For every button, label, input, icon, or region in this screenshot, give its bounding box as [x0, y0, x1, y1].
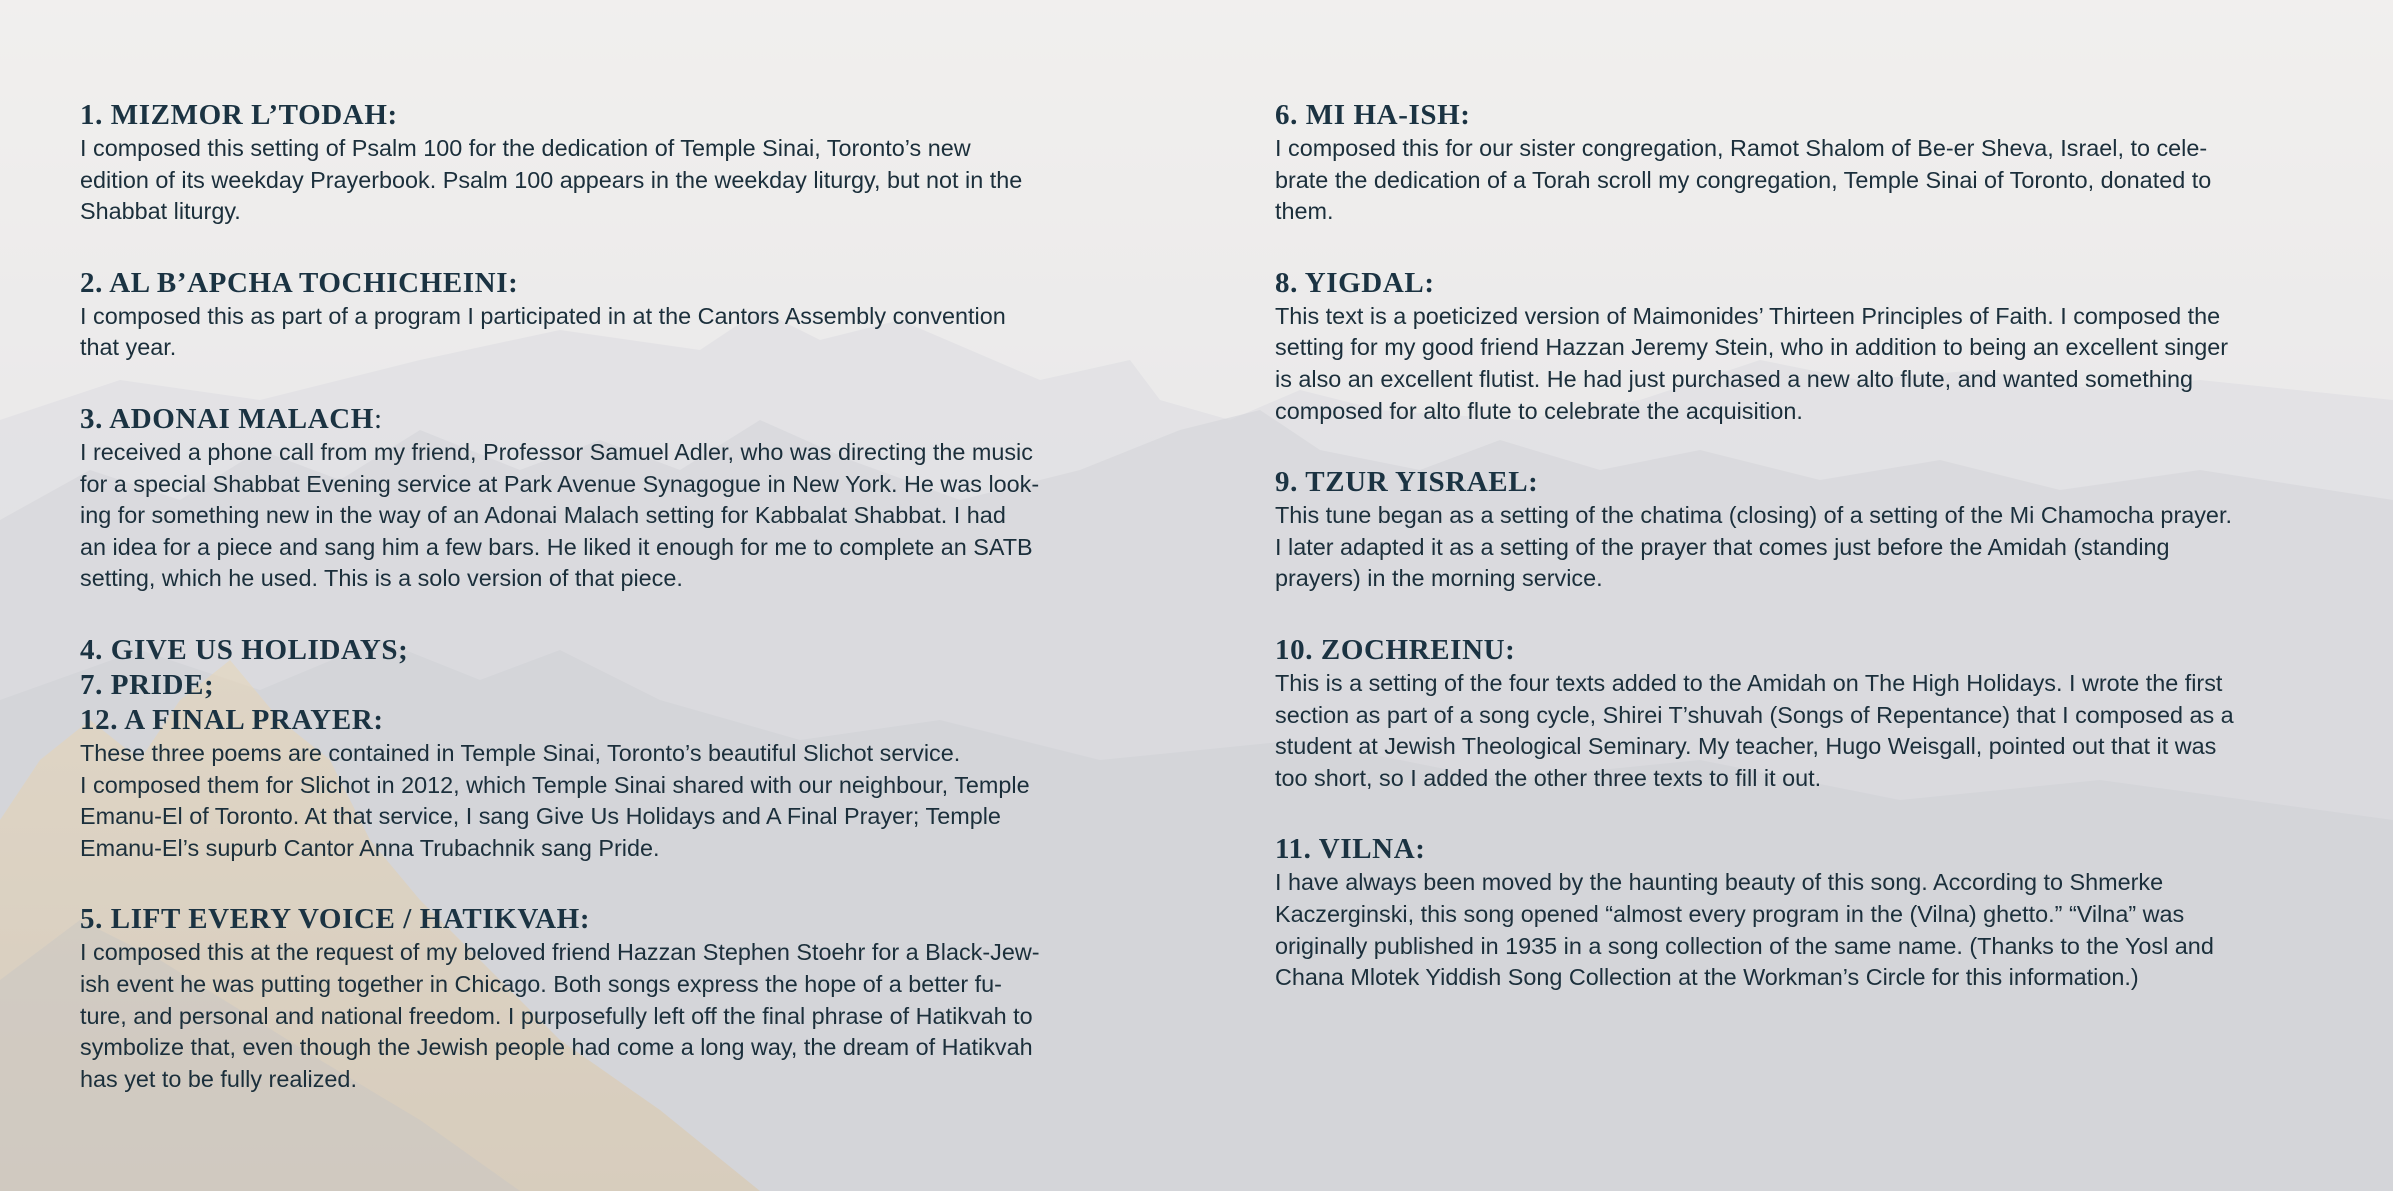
note-mi-ha-ish [1275, 98, 2315, 228]
section-text: This text is a poeticized version of Maimonides’ Thirteen Principles of Faith. I composed the setting for my good friend Hazzan Jeremy Stein, who in addition to being an excellent singer is also an excellent flutist. He had just purchased a new alto flute, and wanted something composed for alto flute to celebrate the acquisition. [1275, 302, 2229, 424]
note-vilna [1275, 832, 2315, 993]
section-heading: 11. VILNA: [1275, 833, 1426, 866]
note-al-bapcha-tochicheini [80, 266, 1100, 364]
section-text: I have always been moved by the haunting beauty of this song. According to Shmerke Kaczerginski, this song opened “almost every program in the (Vilna) ghetto.” “Vilna” was originally published in 1935 in a song collection of the same name. (Thanks to the Yosl and Chana Mlotek Yiddish Song Collection at the Workman’s Circle for this information.) [1275, 869, 2214, 991]
right-column [1275, 98, 2315, 1032]
section-heading: 6. MI HA-ISH: [1275, 99, 1471, 131]
section-heading: 4. GIVE US HOLIDAYS; 7. PRIDE; 12. A FINAL PRAYER: [80, 633, 409, 736]
note-adonai-malach [80, 402, 1100, 595]
section-heading: 5. LIFT EVERY VOICE / HATIKVAH: [80, 903, 591, 936]
section-text: I composed this as part of a program I participated in at the Cantors Assembly convention that year. [80, 302, 1006, 361]
section-heading: 8. YIGDAL: [1275, 266, 1435, 299]
section-heading: 2. AL B’APCHA TOCHICHEINI: [80, 266, 519, 299]
section-heading: 9. TZUR YISRAEL: [1275, 466, 1539, 499]
section-heading: 1. MIZMOR L’TODAH: [80, 99, 398, 131]
note-zochreinu [1275, 633, 2315, 794]
left-column [80, 98, 1100, 1133]
note-slichot-poems [80, 633, 1100, 864]
section-text: This is a setting of the four texts added to the Amidah on The High Holidays. I wrote the first section as part of a song cycle, Shirei T’shuvah (Songs of Repentance) that I composed as a student at Jewish Theological Seminary. My teacher, Hugo Weisgall, pointed out that it was too short, so I added the other three texts to fill it out. [1275, 669, 2234, 791]
note-mizmor-ltodah [80, 98, 1100, 228]
section-text: These three poems are contained in Temple Sinai, Toronto’s beautiful Slichot service. I composed them for Slichot in 2012, which Temple Sinai shared with our neighbour, Temple Emanu-El of Toronto. At that service, I sang Give Us Holidays and A Final Prayer; Temple Emanu-El’s supurb Cantor Anna Trubachnik sang Pride. [80, 739, 1030, 861]
section-text: I received a phone call from my friend, Professor Samuel Adler, who was directing the music for a special Shabbat Evening service at Park Avenue Synagogue in New York. He was look- ing for something new in the way of an Adonai Malach setting for Kabbalat Shabbat. I had an idea for a piece and sang him a few bars. He liked it enough for me to complete an SATB setting, which he used. This is a solo version of that piece. [80, 438, 1040, 592]
section-text: This tune began as a setting of the chatima (closing) of a setting of the Mi Chamocha prayer. I later adapted it as a setting of the prayer that comes just before the Amidah (standing prayers) in the morning service. [1275, 502, 2232, 592]
note-yigdal [1275, 266, 2315, 427]
note-tzur-yisrael [1275, 465, 2315, 595]
section-text: I composed this setting of Psalm 100 for the dedication of Temple Sinai, Toronto’s new edition of its weekday Prayerbook. Psalm 100 appears in the weekday liturgy, but not in the Shabbat liturgy. [80, 135, 1023, 225]
section-heading: 10. ZOCHREINU: [1275, 633, 1516, 666]
section-heading: 3. ADONAI MALACH: [80, 402, 383, 435]
note-lift-every-voice-hatikvah [80, 902, 1100, 1095]
section-text: I composed this for our sister congregation, Ramot Shalom of Be-er Sheva, Israel, to cele- brate the dedication of a Torah scroll my congregation, Temple Sinai of Toronto, donated to them. [1275, 135, 2212, 225]
section-text: I composed this at the request of my beloved friend Hazzan Stephen Stoehr for a Black-Jew- ish event he was putting together in Chicago. Both songs express the hope of a better fu- ture, and personal and national freedom. I purposefully left off the final phrase of Hatikvah to symbolize that, even though the Jewish people had come a long way, the dream of Hatikvah has yet to be fully realized. [80, 939, 1040, 1092]
